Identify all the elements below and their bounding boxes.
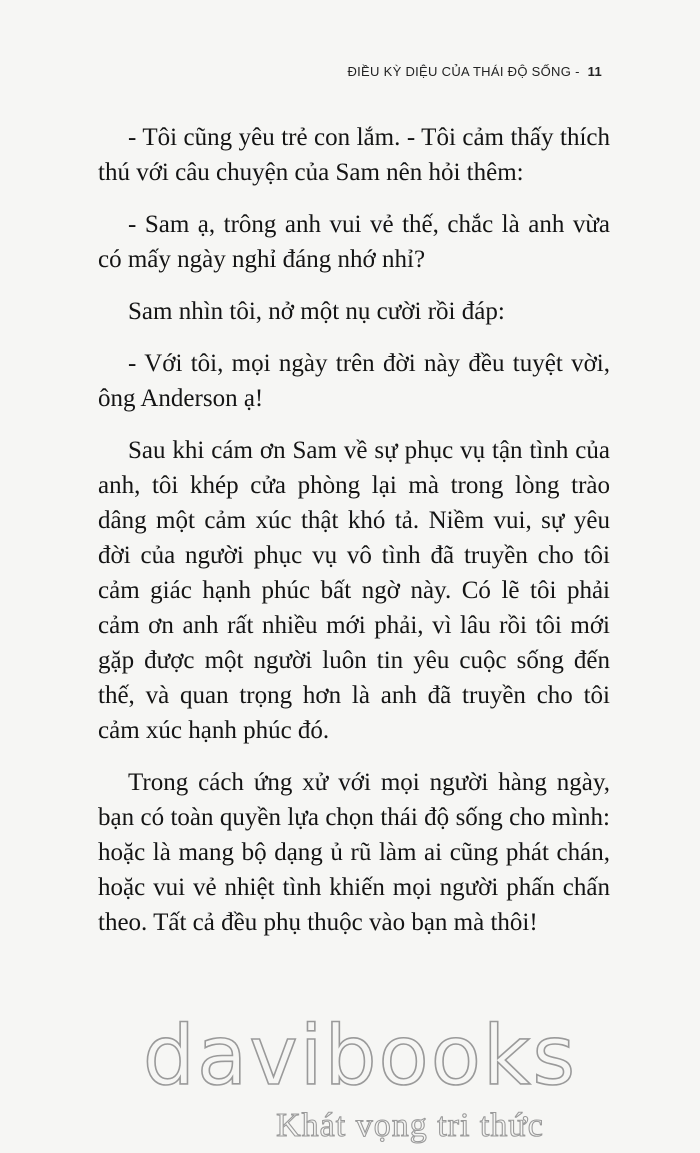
header-separator: - [575, 64, 580, 79]
paragraph-closing: Trong cách ứng xử với mọi người hàng ngày, bạn có toàn quyền lựa chọn thái độ sống cho mình: hoặc là mang bộ dạng ủ rũ làm ai cũng phát chán, hoặc vui vẻ nhiệt tình khiến mọi người phấn chấn theo. Tất cả đều phụ thuộc vào bạn mà thôi! [98, 769, 610, 936]
paragraph-sam-smile: Sam nhìn tôi, nở một nụ cười rồi đáp: [128, 298, 505, 325]
paragraph-dialogue-question: - Sam ạ, trông anh vui vẻ thế, chắc là anh vừa có mấy ngày nghỉ đáng nhớ nhỉ? [98, 211, 610, 273]
body-text [98, 120, 610, 957]
watermark-brand: davibooks [142, 1009, 578, 1104]
paragraph-sam-reply: - Với tôi, mọi ngày trên đời này đều tuyệt vời, ông Anderson ạ! [98, 350, 610, 412]
paragraph-dialogue-children: - Tôi cũng yêu trẻ con lắm. - Tôi cảm thấy thích thú với câu chuyện của Sam nên hỏi thêm: [98, 124, 610, 186]
running-title: ĐIỀU KỲ DIỆU CỦA THÁI ĐỘ SỐNG [347, 64, 572, 79]
watermark-slogan: Khát vọng tri thức [276, 1107, 544, 1144]
page-number: 11 [587, 64, 602, 79]
paragraph-reflection: Sau khi cám ơn Sam về sự phục vụ tận tình của anh, tôi khép cửa phòng lại mà trong lòng trào dâng một cảm xúc thật khó tả. Niềm vui, sự yêu đời của người phục vụ vô tình đã truyền cho tôi cảm giác hạnh phúc bất ngờ này. Có lẽ tôi phải cảm ơn anh rất nhiều mới phải, vì lâu rồi tôi mới gặp được một người luôn tin yêu cuộc sống đến thế, và quan trọng hơn là anh đã truyền cho tôi cảm xúc hạnh phúc đó. [98, 437, 610, 744]
running-header [347, 64, 602, 79]
